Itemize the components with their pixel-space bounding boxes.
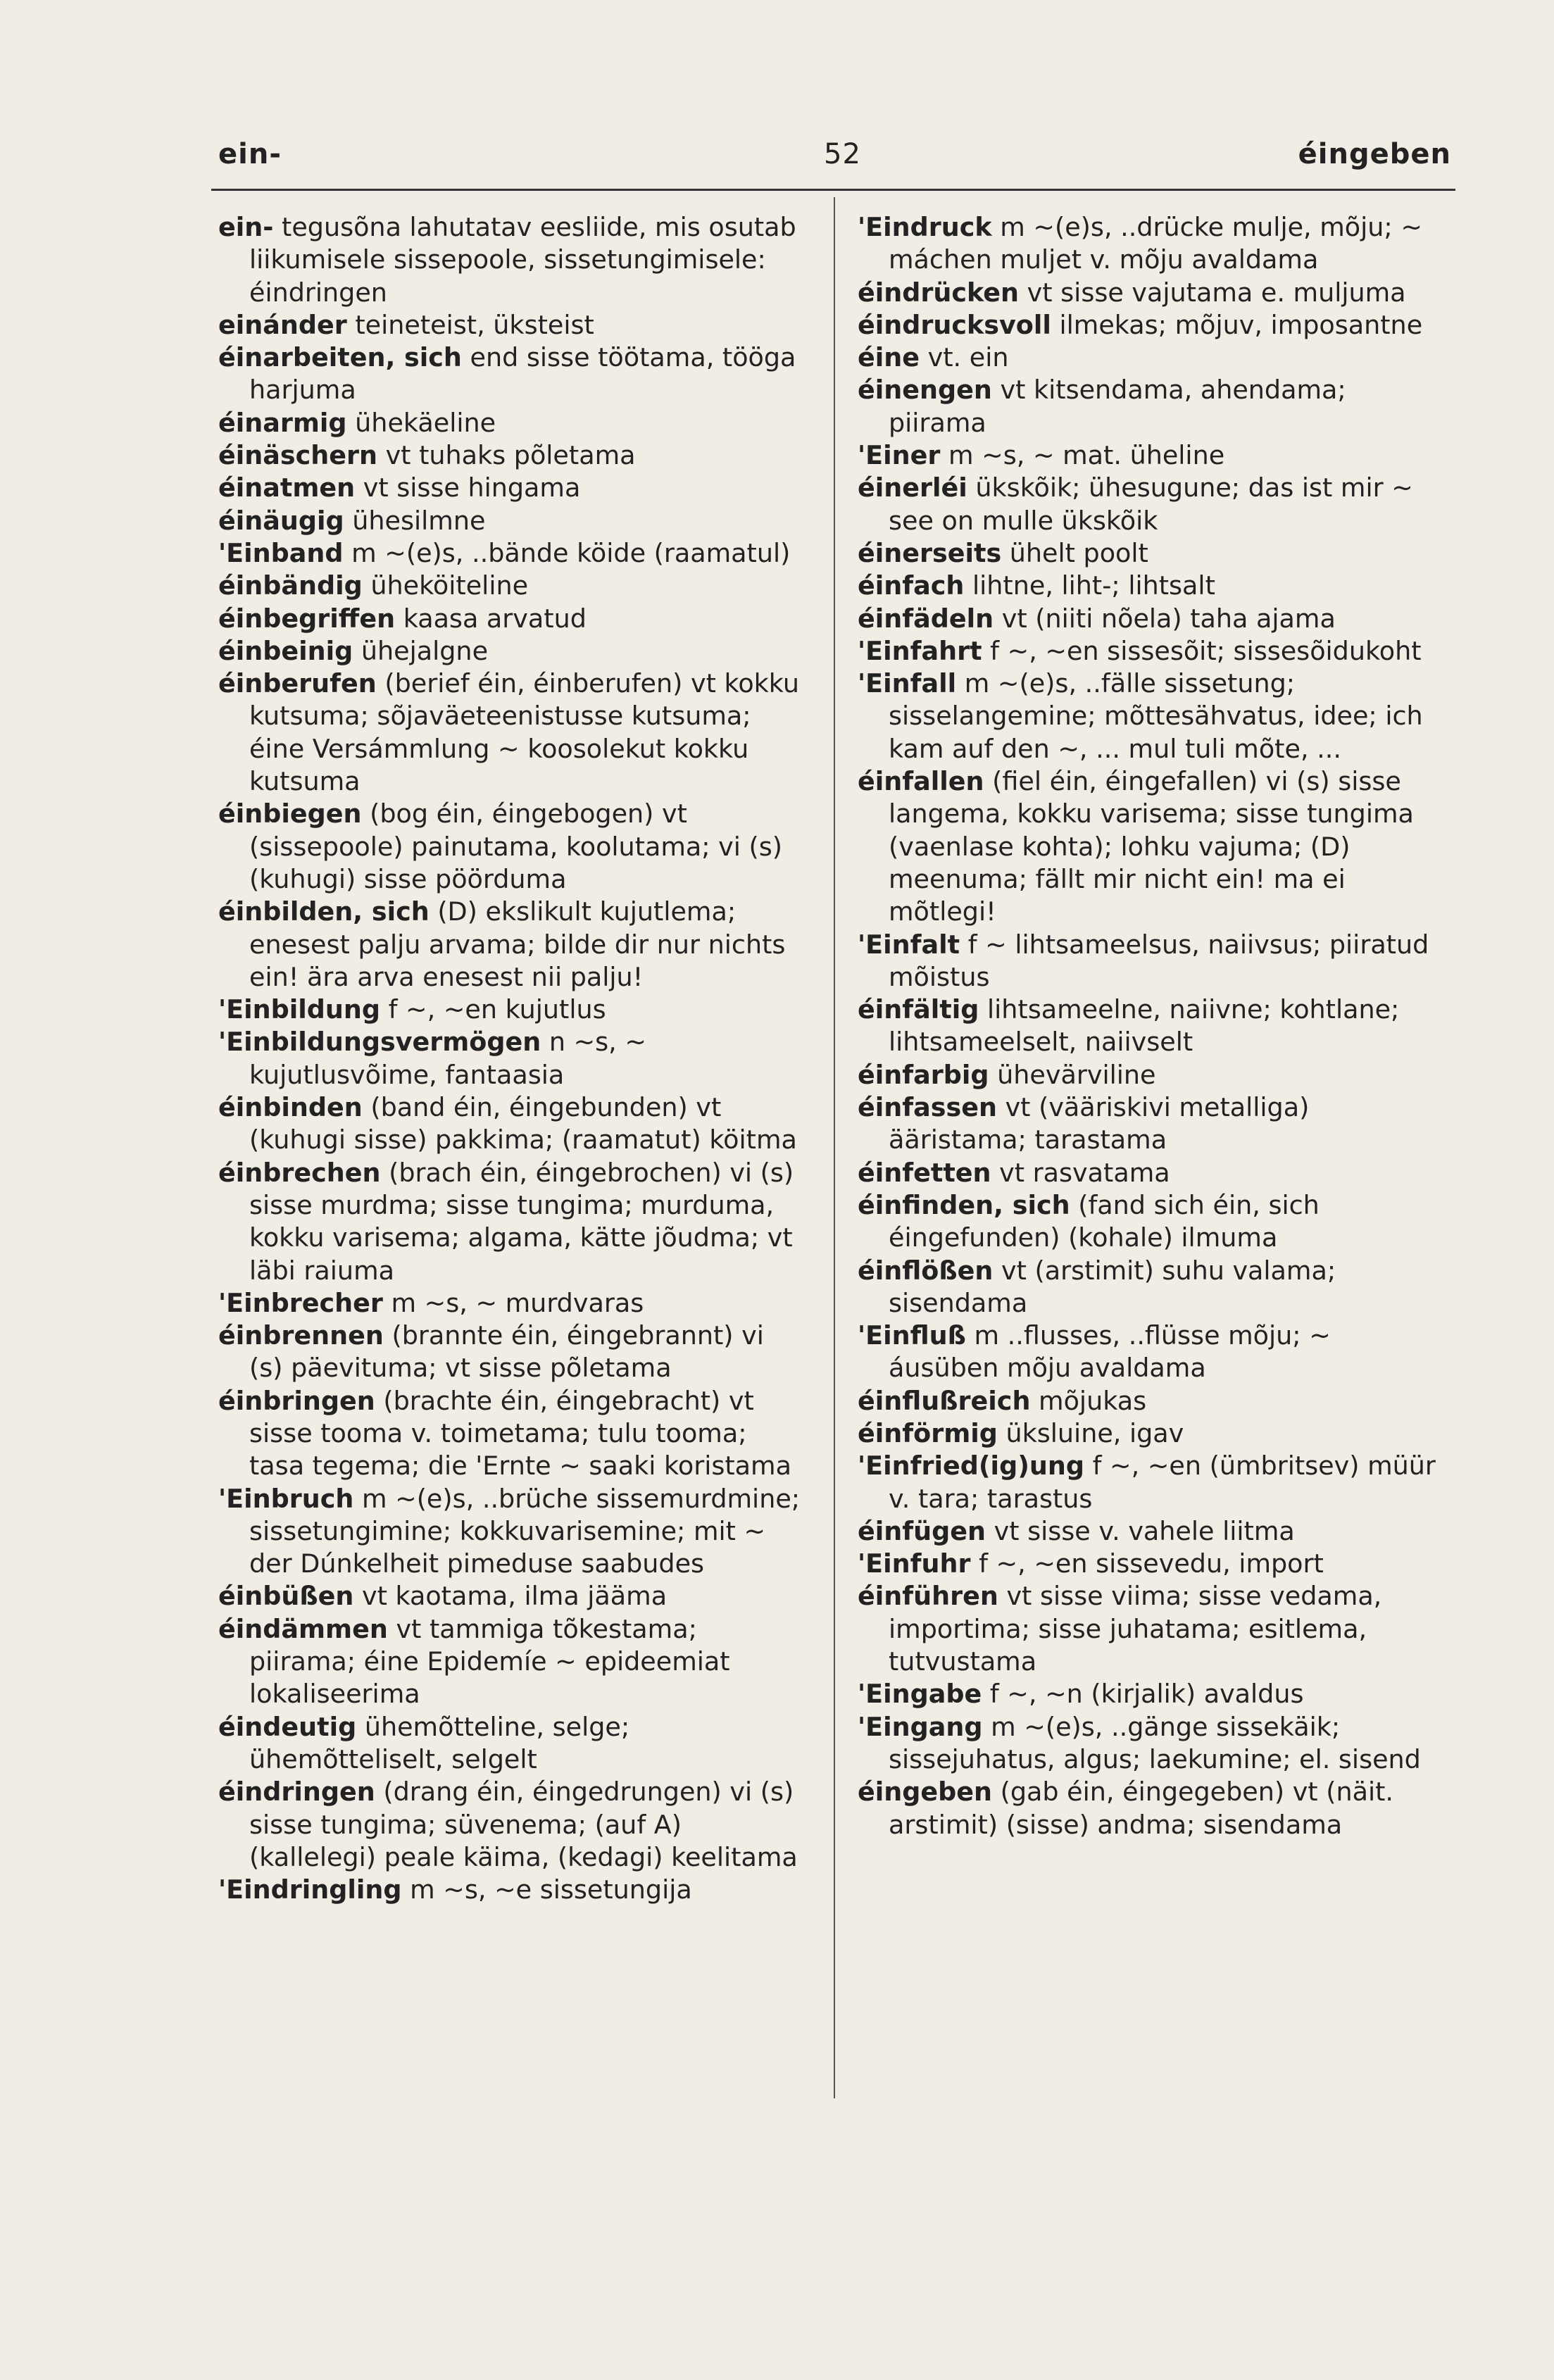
entry-definition: n ~s, ~ kujutlusvõime, fantaasia: [249, 1027, 646, 1090]
dictionary-entry: [218, 1711, 803, 1777]
dictionary-entry: [858, 1548, 1442, 1580]
entry-headword: ein-: [218, 212, 274, 242]
entry-headword: 'Einfluß: [858, 1320, 966, 1351]
dictionary-entry: [218, 603, 803, 635]
dictionary-entry: [218, 668, 803, 798]
dictionary-entry: [858, 765, 1442, 928]
entry-definition: (band éin, éingebunden) vt (kuhugi sisse) pakkima; (raamatut) köitma: [249, 1092, 797, 1155]
entry-headword: éinbrechen: [218, 1157, 381, 1188]
entry-headword: 'Einfried(ig)ung: [858, 1451, 1084, 1482]
entry-headword: 'Eingabe: [858, 1679, 982, 1710]
dictionary-entry: [858, 277, 1442, 309]
entry-definition: m ~(e)s, ..fälle sissetung; sisselangemine; mõttesähvatus, idee; ich kam auf den ~, ... mul tuli mõte, ...: [889, 668, 1423, 764]
entry-headword: éinfallen: [858, 766, 984, 797]
entry-headword: éinbüßen: [218, 1581, 354, 1612]
entry-definition: (D) ekslikult kujutlema; enesest palju arvama; bilde dir nur nichts ein! ära arva enesest nii palju!: [249, 896, 786, 992]
entry-definition: teineteist, üksteist: [355, 309, 594, 340]
entry-headword: éinbrennen: [218, 1320, 384, 1351]
entry-definition: (berief éin, éinberufen) vt kokku kutsuma; sõjaväeteenistusse kutsuma; éine Versámmlung ~ koosolekut kokku kutsuma: [249, 668, 799, 797]
entry-headword: 'Einbildung: [218, 994, 380, 1025]
entry-definition: (drang éin, éingedrungen) vi (s) sisse tungima; süvenema; (auf A) (kallelegi) peale käima, (kedagi) keelitama: [249, 1777, 798, 1872]
dictionary-entry: [858, 603, 1442, 635]
entry-headword: éinflußreich: [858, 1385, 1031, 1416]
dictionary-entry: [858, 1189, 1442, 1255]
dictionary-entry: [858, 1255, 1442, 1320]
entry-headword: éindrücken: [858, 277, 1020, 308]
entry-definition: vt rasvatama: [999, 1157, 1170, 1188]
entry-definition: m ~(e)s, ..brüche sissemurdmine; sissetungimine; kokkuvarisemine; mit ~ der Dúnkelheit pimeduse saabudes: [249, 1483, 801, 1579]
entry-definition: (brachte éin, éingebracht) vt sisse tooma v. toimetama; tulu tooma; tasa tegema; die 'Ernte ~ saaki koristama: [249, 1385, 791, 1482]
entry-definition: vt sisse vajutama e. muljuma: [1027, 277, 1406, 308]
dictionary-entry: [218, 896, 803, 994]
entry-definition: (gab éin, éingegeben) vt (näit. arstimit) (sisse) andma; sisendama: [889, 1777, 1393, 1840]
entry-headword: 'Einfuhr: [858, 1548, 971, 1579]
entry-definition: vt (arstimit) suhu valama; sisendama: [889, 1255, 1336, 1318]
entry-headword: éinbeinig: [218, 635, 353, 666]
entry-definition: üksluine, igav: [1005, 1417, 1184, 1448]
entry-definition: vt tuhaks põletama: [385, 440, 636, 471]
dictionary-entry: [218, 994, 803, 1026]
dictionary-entry: [218, 309, 803, 342]
entry-definition: (brannte éin, éingebrannt) vi (s) päevituma; vt sisse põletama: [249, 1320, 764, 1384]
entry-headword: éinbinden: [218, 1092, 363, 1123]
dictionary-entry: [218, 537, 803, 570]
page-number: 52: [824, 138, 861, 170]
dictionary-entry: [218, 1874, 803, 1906]
dictionary-entry: [858, 1776, 1442, 1841]
entry-headword: 'Einbildungsvermögen: [218, 1027, 541, 1058]
dictionary-entry: [858, 1711, 1442, 1777]
entry-definition: kaasa arvatud: [403, 603, 587, 634]
entry-definition: ühevärviline: [997, 1059, 1156, 1090]
dictionary-entry: [218, 1483, 803, 1581]
column-divider: [834, 197, 835, 2098]
entry-headword: éinfältig: [858, 994, 979, 1025]
entry-definition: f ~, ~en (ümbritsev) müür v. tara; tarastus: [889, 1451, 1436, 1514]
entry-definition: f ~, ~en sissevedu, import: [979, 1548, 1324, 1579]
entry-headword: éinfetten: [858, 1157, 991, 1188]
entry-headword: 'Eingang: [858, 1711, 983, 1742]
dictionary-entry: [218, 472, 803, 504]
entry-definition: mõjukas: [1039, 1385, 1147, 1416]
entry-definition: ühelt poolt: [1009, 537, 1148, 568]
entry-definition: ükskõik; ühesugune; das ist mir ~ see on mulle ükskõik: [889, 472, 1413, 536]
dictionary-entry: [858, 309, 1442, 342]
entry-headword: éinerléi: [858, 472, 967, 503]
entry-definition: vt kaotama, ilma jääma: [361, 1581, 668, 1612]
entry-headword: éindeutig: [218, 1711, 357, 1742]
dictionary-entry: [858, 1385, 1442, 1417]
entry-definition: vt kitsendama, ahendama; piirama: [889, 375, 1346, 438]
dictionary-entry: [858, 1091, 1442, 1157]
dictionary-entry: [218, 342, 803, 407]
entry-headword: éinbändig: [218, 570, 363, 601]
dictionary-entry: [218, 570, 803, 602]
dictionary-entry: [858, 635, 1442, 668]
dictionary-entry: [218, 439, 803, 472]
entry-definition: lihtne, liht-; lihtsalt: [972, 570, 1215, 601]
dictionary-entry: [858, 668, 1442, 765]
entry-definition: ühemõtteline, selge; ühemõtteliselt, selgelt: [249, 1711, 630, 1774]
entry-definition: f ~, ~en sissesõit; sissesõidukoht: [990, 635, 1422, 666]
dictionary-entry: [218, 211, 803, 309]
entry-definition: vt (vääriskivi metalliga) ääristama; tarastama: [889, 1092, 1310, 1155]
dictionary-entry: [858, 1320, 1442, 1385]
entry-definition: üheköiteline: [370, 570, 529, 601]
dictionary-entry: [218, 1091, 803, 1157]
entry-definition: f ~, ~en kujutlus: [388, 994, 606, 1025]
entry-definition: vt sisse v. vahele liitma: [994, 1515, 1295, 1546]
entry-headword: 'Einband: [218, 537, 344, 568]
entry-definition: (fand sich éin, sich éingefunden) (kohale) ilmuma: [889, 1189, 1320, 1253]
dictionary-entry: [218, 1320, 803, 1385]
entry-definition: f ~, ~n (kirjalik) avaldus: [989, 1679, 1304, 1710]
entry-definition: m ~s, ~ mat. üheline: [948, 440, 1225, 471]
dictionary-entry: [218, 1287, 803, 1320]
dictionary-entry: [858, 570, 1442, 602]
entry-headword: éinführen: [858, 1581, 998, 1612]
dictionary-entry: [858, 1515, 1442, 1548]
entry-headword: éinfassen: [858, 1092, 997, 1123]
entry-headword: éinfarbig: [858, 1059, 989, 1090]
dictionary-entry: [858, 211, 1442, 277]
entry-headword: éingeben: [858, 1777, 993, 1808]
dictionary-entry: [858, 342, 1442, 374]
entry-definition: m ~(e)s, ..drücke mulje, mõju; ~ máchen muljet v. mõju avaldama: [889, 212, 1422, 275]
entry-headword: éinförmig: [858, 1417, 998, 1448]
dictionary-entry: [858, 537, 1442, 570]
entry-headword: 'Einer: [858, 440, 941, 471]
entry-definition: m ~(e)s, ..gänge sissekäik; sissejuhatus, algus; laekumine; el. sisend: [889, 1711, 1421, 1774]
entry-headword: 'Eindruck: [858, 212, 992, 242]
entry-definition: vt sisse hingama: [363, 472, 581, 503]
dictionary-entry: [218, 1157, 803, 1287]
entry-definition: vt tammiga tõkestama; piirama; éine Epidemíe ~ epideemiat lokaliseerima: [249, 1613, 730, 1710]
entry-headword: éinfinden, sich: [858, 1189, 1070, 1220]
entry-headword: 'Einbruch: [218, 1483, 354, 1514]
right-column: [858, 211, 1442, 1841]
entry-definition: ühejalgne: [361, 635, 489, 666]
dictionary-entry: [858, 374, 1442, 439]
dictionary-entry: [858, 1580, 1442, 1678]
dictionary-entry: [858, 929, 1442, 994]
entry-definition: ühesilmne: [352, 505, 486, 536]
dictionary-entry: [218, 505, 803, 537]
left-column: [218, 211, 803, 1906]
entry-definition: (bog éin, éingebogen) vt (sissepoole) painutama, koolutama; vi (s) (kuhugi) sisse pöörduma: [249, 798, 783, 894]
entry-headword: éine: [858, 342, 920, 373]
entry-definition: (fiel éin, éingefallen) vi (s) sisse langema, kokku varisema; sisse tungima (vaenlase kohta); lohku vajuma; (D) meenuma; fällt mir nicht ein! ma ei mõtlegi!: [889, 766, 1414, 927]
dictionary-entry: [858, 1417, 1442, 1450]
dictionary-entry: [858, 1450, 1442, 1515]
dictionary-entry: [218, 407, 803, 439]
entry-definition: (brach éin, éingebrochen) vi (s) sisse murdma; sisse tungima; murduma, kokku varisema; algama, kätte jõudma; vt läbi raiuma: [249, 1157, 794, 1286]
entry-headword: éindämmen: [218, 1613, 388, 1644]
entry-headword: éinerseits: [858, 537, 1002, 568]
dictionary-entry: [218, 635, 803, 668]
dictionary-entry: [218, 798, 803, 896]
entry-definition: m ~s, ~e sissetungija: [410, 1874, 692, 1905]
entry-headword: éinfädeln: [858, 603, 994, 634]
dictionary-entry: [858, 1157, 1442, 1189]
entry-definition: m ~s, ~ murdvaras: [391, 1287, 644, 1318]
dictionary-entry: [218, 1613, 803, 1711]
dictionary-entry: [858, 1059, 1442, 1091]
entry-definition: lihtsameelne, naiivne; kohtlane; lihtsameelselt, naiivselt: [889, 994, 1400, 1058]
entry-headword: éinbilden, sich: [218, 896, 430, 927]
running-head-left: ein-: [218, 138, 282, 170]
dictionary-entry: [858, 472, 1442, 537]
entry-headword: éinfügen: [858, 1515, 986, 1546]
entry-headword: éindringen: [218, 1777, 375, 1808]
entry-definition: vt (niiti nõela) taha ajama: [1001, 603, 1336, 634]
entry-headword: éinbegriffen: [218, 603, 396, 634]
header-rule: [211, 189, 1455, 191]
entry-headword: éinatmen: [218, 472, 356, 503]
entry-headword: éinarmig: [218, 407, 347, 438]
entry-headword: éindrucksvoll: [858, 309, 1051, 340]
dictionary-entry: [218, 1580, 803, 1612]
entry-definition: m ~(e)s, ..bände köide (raamatul): [351, 537, 791, 568]
entry-headword: 'Einfalt: [858, 929, 960, 960]
entry-definition: m ..flusses, ..flüsse mõju; ~ áusüben mõju avaldama: [889, 1320, 1331, 1384]
dictionary-entry: [218, 1026, 803, 1091]
entry-definition: f ~ lihtsameelsus, naiivsus; piiratud mõistus: [889, 929, 1429, 992]
entry-headword: éinäugig: [218, 505, 344, 536]
entry-headword: éinarbeiten, sich: [218, 342, 462, 373]
entry-headword: éinäschern: [218, 440, 377, 471]
entry-definition: ühekäeline: [355, 407, 496, 438]
entry-definition: end sisse töötama, tööga harjuma: [249, 342, 796, 406]
entry-headword: 'Eindringling: [218, 1874, 402, 1905]
entry-headword: einánder: [218, 309, 347, 340]
dictionary-entry: [858, 439, 1442, 472]
entry-headword: éinflößen: [858, 1255, 994, 1286]
entry-definition: tegusõna lahutatav eesliide, mis osutab liikumisele sissepoole, sissetungimisele: éindringen: [249, 212, 796, 308]
entry-headword: éinfach: [858, 570, 965, 601]
entry-definition: ilmekas; mõjuv, imposantne: [1059, 309, 1423, 340]
entry-headword: 'Einfahrt: [858, 635, 982, 666]
entry-headword: éinbiegen: [218, 798, 362, 829]
entry-headword: éinberufen: [218, 668, 377, 699]
running-head-right: éingeben: [1298, 138, 1451, 170]
entry-headword: 'Einbrecher: [218, 1287, 383, 1318]
dictionary-entry: [858, 1678, 1442, 1710]
entry-definition: vt sisse viima; sisse vedama, importima; sisse juhatama; esitlema, tutvustama: [889, 1581, 1382, 1677]
dictionary-entry: [218, 1776, 803, 1874]
entry-headword: 'Einfall: [858, 668, 957, 699]
dictionary-entry: [218, 1385, 803, 1483]
dictionary-entry: [858, 994, 1442, 1059]
entry-definition: vt. ein: [927, 342, 1009, 373]
entry-headword: éinengen: [858, 375, 992, 406]
entry-headword: éinbringen: [218, 1385, 375, 1416]
